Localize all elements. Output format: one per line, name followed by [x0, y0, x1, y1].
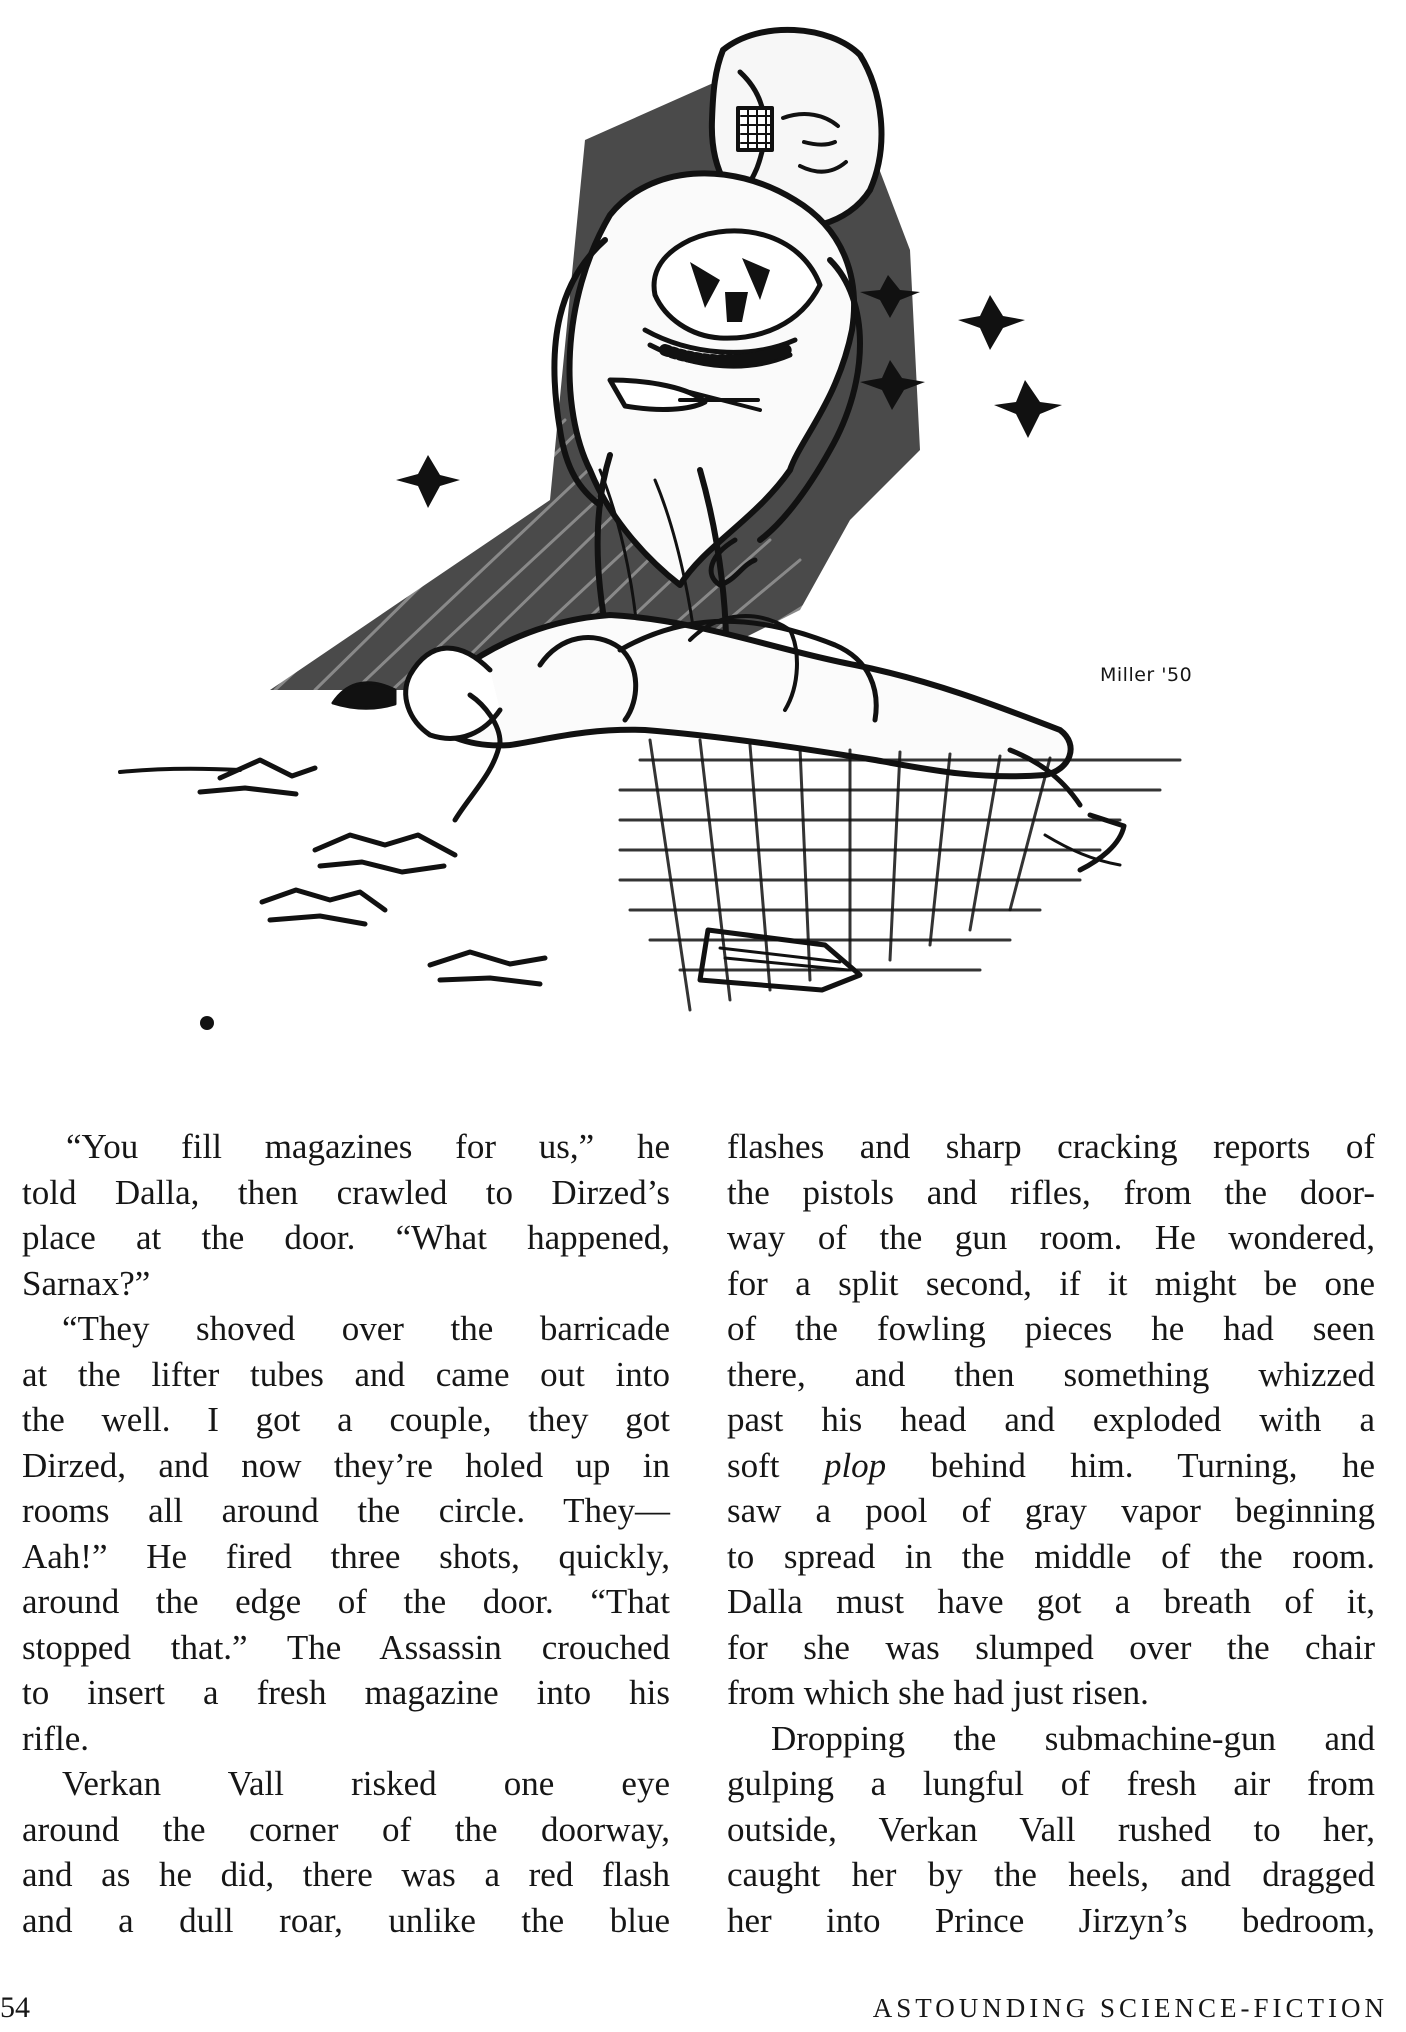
text-line: of the fowling pieces he had seen	[727, 1309, 1375, 1348]
text-line: outside, Verkan Vall rushed to her,	[727, 1809, 1375, 1849]
text-line: for she was slumped over the chair	[727, 1627, 1375, 1667]
text-line: there, and then something whizzed	[727, 1354, 1375, 1394]
text-line: around the corner of the doorway,	[22, 1809, 670, 1849]
text-line: told Dalla, then crawled to Dirzed’s	[22, 1172, 670, 1212]
text-line: saw a pool of gray vapor beginning	[727, 1491, 1375, 1530]
text-line: rifle.	[22, 1718, 90, 1758]
text-line: Dirzed, and now they’re holed up in	[22, 1445, 670, 1485]
text-line: flashes and sharp cracking reports of	[727, 1127, 1375, 1166]
magazine-title: ASTOUNDING SCIENCE-FICTION	[872, 1993, 1388, 2023]
text-line: Dropping the submachine-gun and	[771, 1718, 1375, 1758]
text-line: Verkan Vall risked one eye	[62, 1764, 670, 1803]
text-line: the well. I got a couple, they got	[22, 1400, 670, 1439]
text-line: place at the door. “What happened,	[22, 1218, 670, 1257]
text-line: to insert a fresh magazine into his	[22, 1673, 670, 1712]
text-line: Sarnax?”	[22, 1263, 151, 1303]
text-line: around the edge of the door. “That	[22, 1582, 670, 1621]
text-line: past his head and exploded with a	[727, 1400, 1375, 1439]
text-line-with-italic	[727, 1443, 1375, 1489]
text-line: for a split second, if it might be one	[727, 1263, 1375, 1303]
text-line: gulping a lungful of fresh air from	[727, 1764, 1375, 1803]
italic-word: plop	[823, 1445, 887, 1485]
left-text-column	[22, 1124, 670, 1943]
text-line: and as he did, there was a red flash	[22, 1855, 670, 1894]
text-line: Dalla must have got a breath of it,	[727, 1582, 1375, 1621]
text-line: “You fill magazines for us,” he	[66, 1127, 670, 1166]
text-line: caught her by the heels, and dragged	[727, 1855, 1375, 1894]
text-fragment: soft	[727, 1445, 780, 1485]
text-line: stopped that.” The Assassin crouched	[22, 1627, 670, 1667]
text-line: the pistols and rifles, from the door-	[727, 1172, 1375, 1212]
text-line: way of the gun room. He wondered,	[727, 1218, 1375, 1257]
text-line: Aah!” He fired three shots, quickly,	[22, 1536, 670, 1576]
text-line: “They shoved over the barricade	[62, 1309, 670, 1348]
illustrator-signature: Miller '50	[1100, 664, 1193, 686]
text-line: at the lifter tubes and came out into	[22, 1354, 670, 1394]
text-line: her into Prince Jirzyn’s bedroom,	[727, 1900, 1375, 1940]
text-line: rooms all around the circle. They—	[22, 1491, 670, 1530]
text-line: from which she had just risen.	[727, 1673, 1149, 1712]
text-line: and a dull roar, unlike the blue	[22, 1900, 670, 1940]
text-line: to spread in the middle of the room.	[727, 1536, 1375, 1576]
page-number: 54	[0, 1991, 30, 2024]
right-text-column	[727, 1124, 1375, 1943]
text-fragment: behind him. Turning, he	[930, 1445, 1376, 1485]
